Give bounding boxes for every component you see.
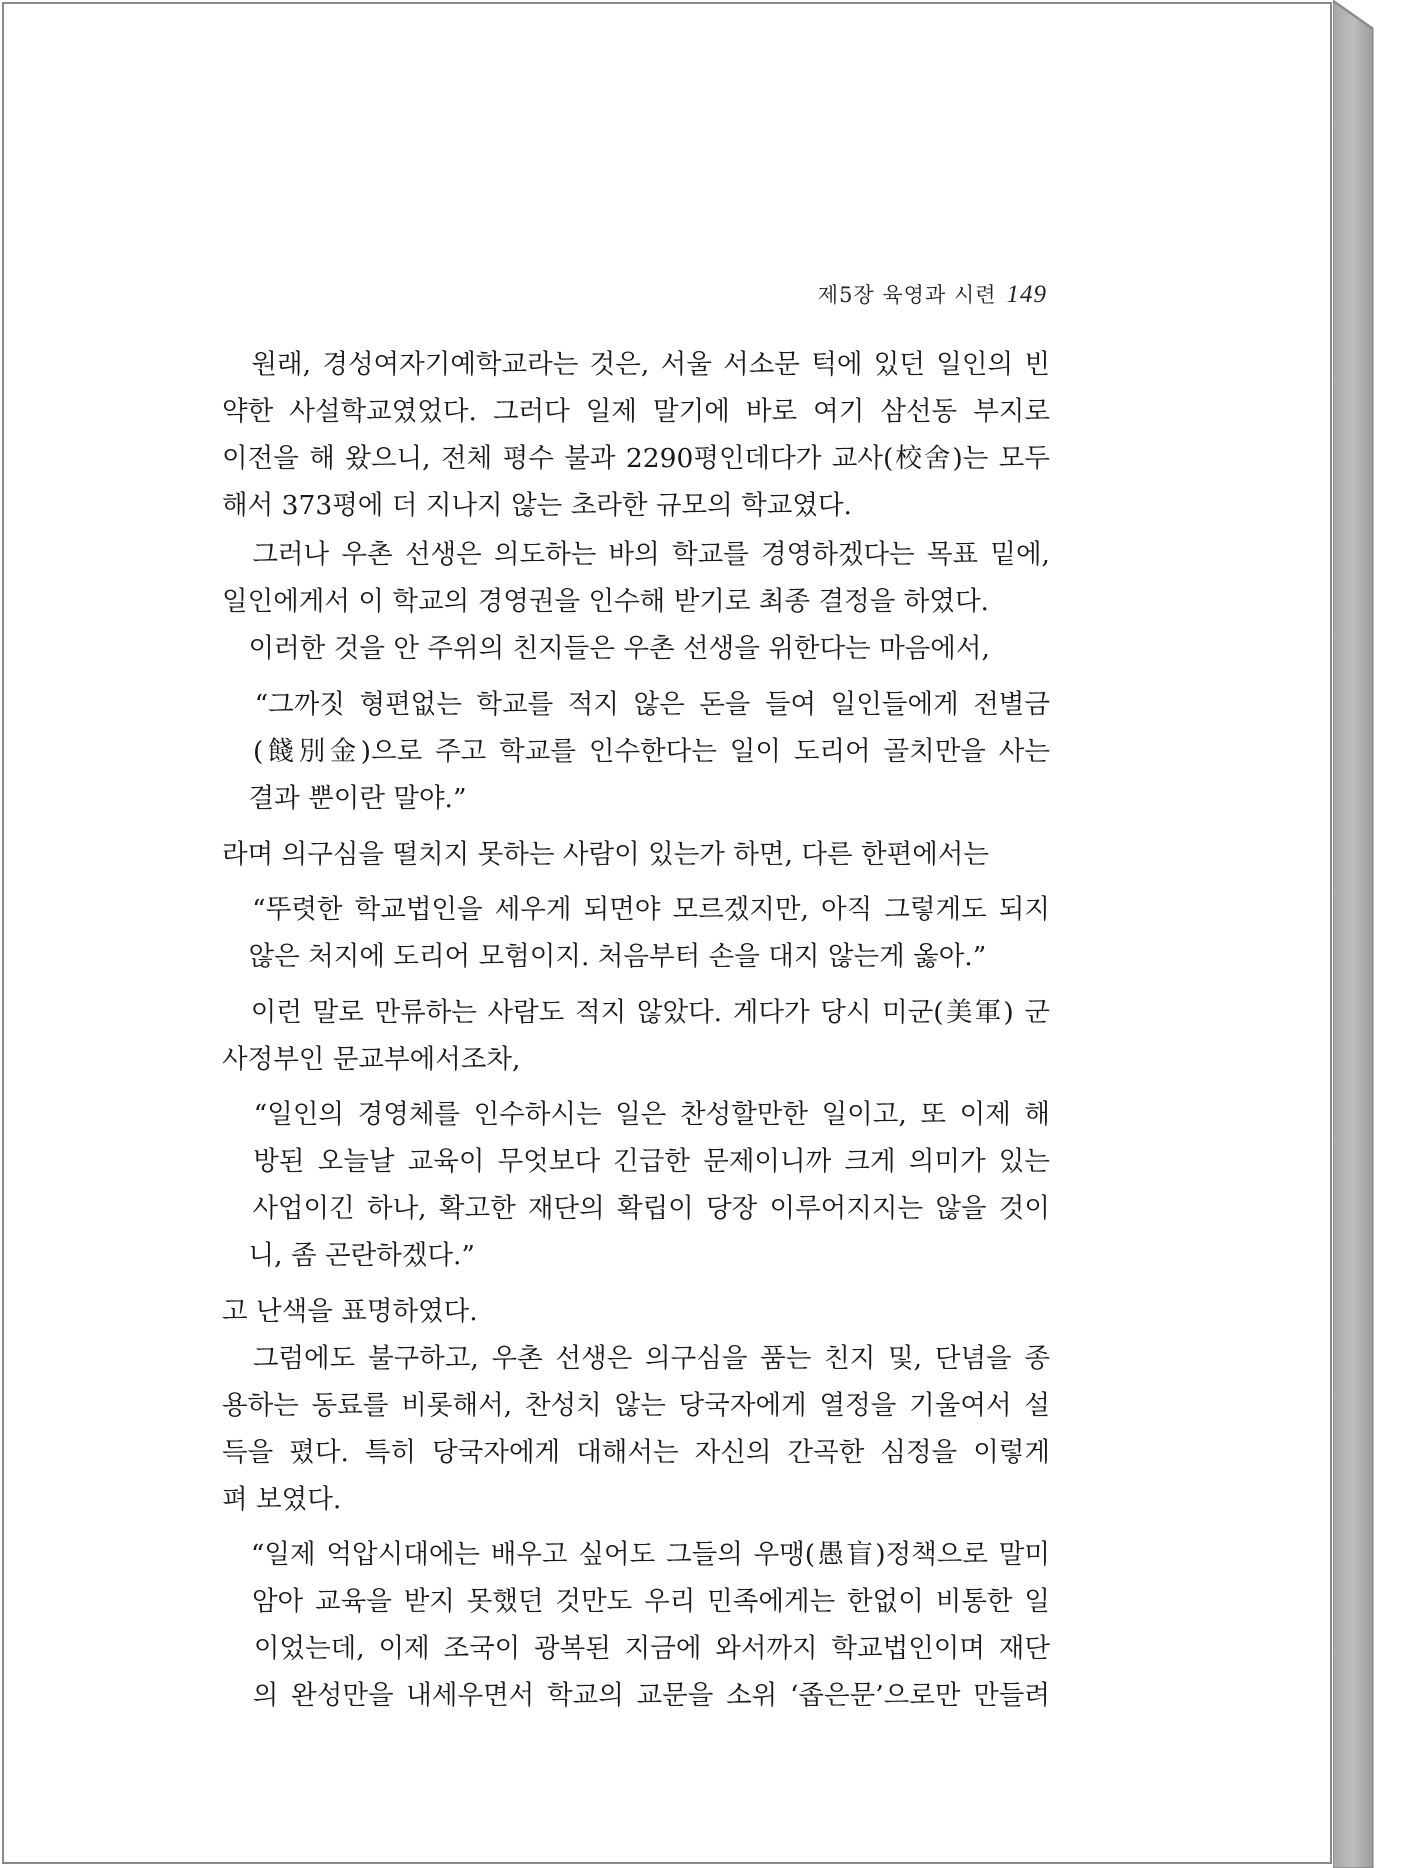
- text-line: “그까짓 형편없는 학교를 적지 않은 돈을 들여 일인들에게 전별금: [222, 689, 1050, 720]
- text-line: 니, 좀 곤란하겠다.”: [222, 1240, 475, 1271]
- page: [2, 2, 1332, 1864]
- text-line: 이전을 해 왔으니, 전체 평수 불과 2290평인데다가 교사(校舍)는 모두: [222, 443, 1050, 474]
- text-line: 원래, 경성여자기예학교라는 것은, 서울 서소문 턱에 있던 일인의 빈: [222, 349, 1050, 380]
- text-line: 이런 말로 만류하는 사람도 적지 않았다. 게다가 당시 미군(美軍) 군: [222, 997, 1050, 1028]
- text-line: “일인의 경영체를 인수하시는 일은 찬성할만한 일이고, 또 이제 해: [222, 1099, 1050, 1130]
- text-line: 사정부인 문교부에서조차,: [222, 1044, 521, 1075]
- text-line: 해서 373평에 더 지나지 않는 초라한 규모의 학교였다.: [222, 490, 852, 521]
- text-line: 약한 사설학교였었다. 그러다 일제 말기에 바로 여기 삼선동 부지로: [222, 396, 1050, 427]
- text-line: 용하는 동료를 비롯해서, 찬성치 않는 당국자에게 열정을 기울여서 설: [222, 1390, 1050, 1421]
- text-line: 펴 보였다.: [222, 1484, 342, 1515]
- text-line: 결과 뿐이란 말야.”: [222, 783, 467, 814]
- page-number: 149: [1006, 281, 1047, 308]
- text-line: 의 완성만을 내세우면서 학교의 교문을 소위 ‘좁은문’으로만 만들려: [222, 1680, 1050, 1711]
- text-line: 암아 교육을 받지 못했던 것만도 우리 민족에게는 한없이 비통한 일: [222, 1586, 1050, 1617]
- text-line: (餞別金)으로 주고 학교를 인수한다는 일이 도리어 골치만을 사는: [222, 736, 1050, 767]
- text-line: 않은 처지에 도리어 모험이지. 처음부터 손을 대지 않는게 옳아.”: [222, 941, 987, 972]
- text-line: 그럼에도 불구하고, 우촌 선생은 의구심을 품는 친지 및, 단념을 종: [222, 1343, 1050, 1374]
- chapter-title: 제5장 육영과 시련: [817, 283, 997, 307]
- text-line: 득을 폈다. 특히 당국자에게 대해서는 자신의 간곡한 심정을 이렇게: [222, 1437, 1050, 1468]
- text-line: 방된 오늘날 교육이 무엇보다 긴급한 문제이니까 크게 의미가 있는: [222, 1146, 1050, 1177]
- text-line: “뚜렷한 학교법인을 세우게 되면야 모르겠지만, 아직 그렇게도 되지: [222, 894, 1050, 925]
- text-line: 사업이긴 하나, 확고한 재단의 확립이 당장 이루어지지는 않을 것이: [222, 1193, 1050, 1224]
- text-line: “일제 억압시대에는 배우고 싶어도 그들의 우맹(愚盲)정책으로 말미: [222, 1539, 1050, 1570]
- book-edge: [1333, 0, 1393, 1868]
- text-line: 라며 의구심을 떨치지 못하는 사람이 있는가 하면, 다른 한편에서는: [222, 839, 989, 870]
- running-head: [818, 279, 1047, 309]
- text-line: 이었는데, 이제 조국이 광복된 지금에 와서까지 학교법인이며 재단: [222, 1633, 1050, 1664]
- text-line: 고 난색을 표명하였다.: [222, 1296, 478, 1327]
- text-line: 이러한 것을 안 주위의 친지들은 우촌 선생을 위한다는 마음에서,: [222, 633, 990, 664]
- text-line: 그러나 우촌 선생은 의도하는 바의 학교를 경영하겠다는 목표 밑에,: [222, 539, 1050, 570]
- text-line: 일인에게서 이 학교의 경영권을 인수해 받기로 최종 결정을 하였다.: [222, 586, 989, 617]
